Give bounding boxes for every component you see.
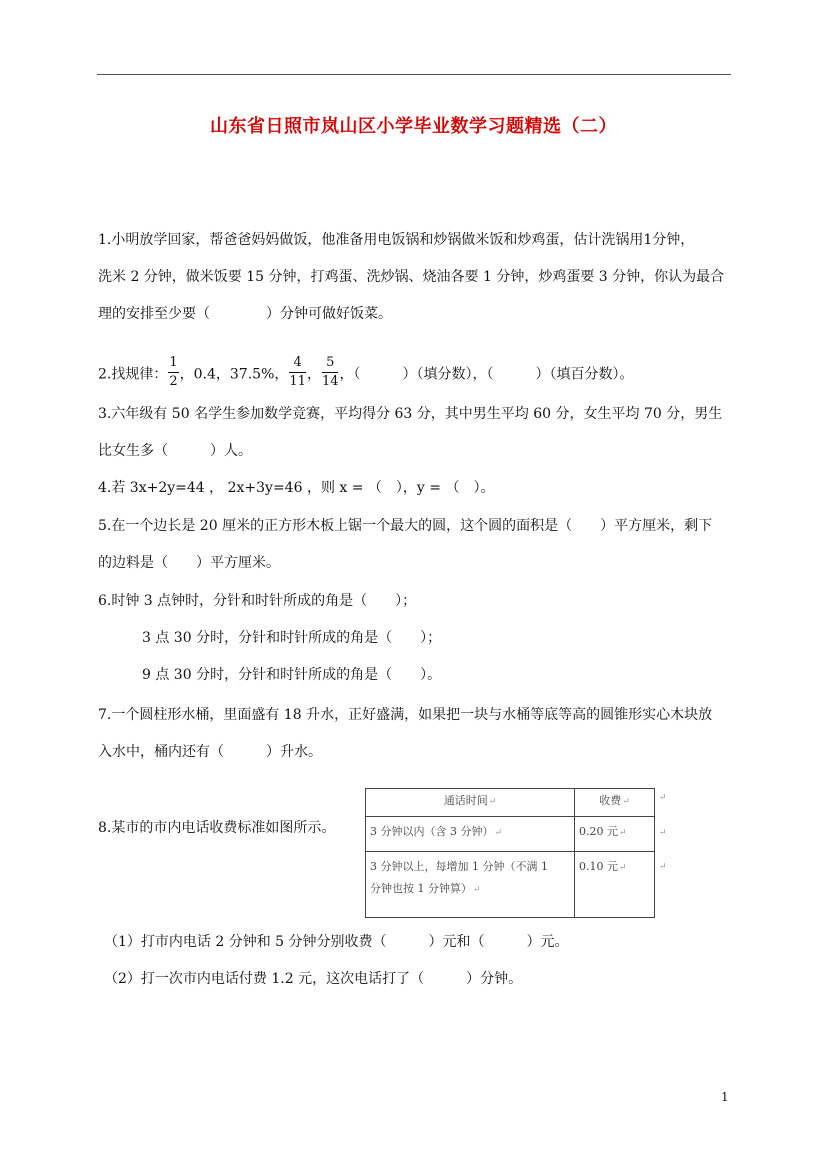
return-mark-icon: ↵ [494,828,503,838]
fraction-denominator: 2 [169,374,178,389]
fraction-numerator: 1 [168,354,178,373]
q6-line-1: 6.时钟 3 点钟时，分针和时针所成的角是（ ）； [98,593,417,609]
q2-line [98,356,633,393]
q1-line-3: 理的安排至少要（ ）分钟可做好饭菜。 [98,306,392,322]
table-header-cell [575,789,655,817]
row2-call-time-line-1: 3 分钟以上，每增加 1 分钟（不满 1 [370,860,548,873]
return-mark-icon: ↵ [622,797,630,807]
q2-middle: ，0.4，37.5%， [179,366,289,383]
q4-line: 4.若 3x+2y=44 ， 2x+3y=46 ，则 x = （ ），y = （ ）。 [98,480,495,496]
q2-suffix: ，（ ）（填分数），（ ）（填百分数）。 [339,366,634,383]
return-mark-icon: ↵ [488,797,497,807]
row2-call-time-line-2: 分钟也按 1 分钟算） [370,882,472,895]
table-cell [366,817,575,852]
q8-intro: 8.某市的市内电话收费标准如图所示。 [98,820,336,836]
table-header-row [366,789,655,817]
q8-sub-2: （2）打一次市内电话付费 1.2 元，这次电话打了（ ）分钟。 [104,971,523,987]
fraction-numerator: 5 [322,354,339,373]
q5-line-1: 5.在一个边长是 20 厘米的正方形木板上锯一个最大的圆，这个圆的面积是（ ）平方厘米，剩下 [98,518,713,534]
page-number: 1 [721,1090,729,1104]
header-fee: 收费 [599,794,622,807]
q8-sub-1: （1）打市内电话 2 分钟和 5 分钟分别收费（ ）元和（ ）元。 [104,934,569,950]
header-rule [97,74,731,75]
return-mark-icon: ↵ [473,885,481,895]
table-cell [366,852,575,918]
return-mark-icon: ↵ [659,828,667,838]
return-mark-icon: ↵ [619,863,627,873]
phone-fee-table [365,788,655,918]
q2-separator: ， [306,366,321,383]
fraction-numerator: 4 [289,354,306,373]
q3-line-1: 3.六年级有 50 名学生参加数学竞赛，平均得分 63 分，其中男生平均 60 分，女生平均 70 分，男生 [98,406,723,422]
table-cell [575,817,655,852]
q3-line-2: 比女生多（ ）人。 [98,443,252,459]
q5-line-2: 的边料是（ ）平方厘米。 [98,555,280,571]
table-header-cell [366,789,575,817]
row1-fee: 0.20 元 [579,825,618,838]
q7-line-2: 入水中，桶内还有（ ）升水。 [98,744,322,760]
return-mark-icon: ↵ [659,862,667,872]
table-cell [575,852,655,918]
q7-line-1: 7.一个圆柱形水桶，里面盛有 18 升水，正好盛满，如果把一块与水桶等底等高的圆锥形实心木块放 [98,707,713,723]
q1-line-2: 洗米 2 分钟，做米饭要 15 分钟，打鸡蛋、洗炒锅、烧油各要 1 分钟，炒鸡蛋要 3 分钟，你认为最合 [98,269,725,285]
header-call-time: 通话时间 [443,794,488,807]
fraction-denominator: 11 [289,374,306,389]
return-mark-icon: ↵ [659,793,667,803]
fraction-5-14 [322,354,339,391]
return-mark-icon: ↵ [619,828,627,838]
q1-line-1: 1.小明放学回家，帮爸爸妈妈做饭，他准备用电饭锅和炒锅做米饭和炒鸡蛋，估计洗锅用1分钟， [98,232,695,248]
table-row [366,852,655,918]
row1-call-time: 3 分钟以内（含 3 分钟） [370,825,494,838]
fraction-4-11 [289,354,306,391]
row2-fee: 0.10 元 [579,860,618,873]
fraction-1-2 [168,354,178,391]
q6-line-3: 9 点 30 分时，分针和时针所成的角是（ ）。 [142,667,442,683]
q6-line-2: 3 点 30 分时，分针和时针所成的角是（ ）； [142,630,442,646]
page-title: 山东省日照市岚山区小学毕业数学习题精选（二） [210,116,617,137]
fraction-denominator: 14 [321,374,339,389]
table-row [366,817,655,852]
q2-prefix: 2.找规律： [98,366,168,383]
